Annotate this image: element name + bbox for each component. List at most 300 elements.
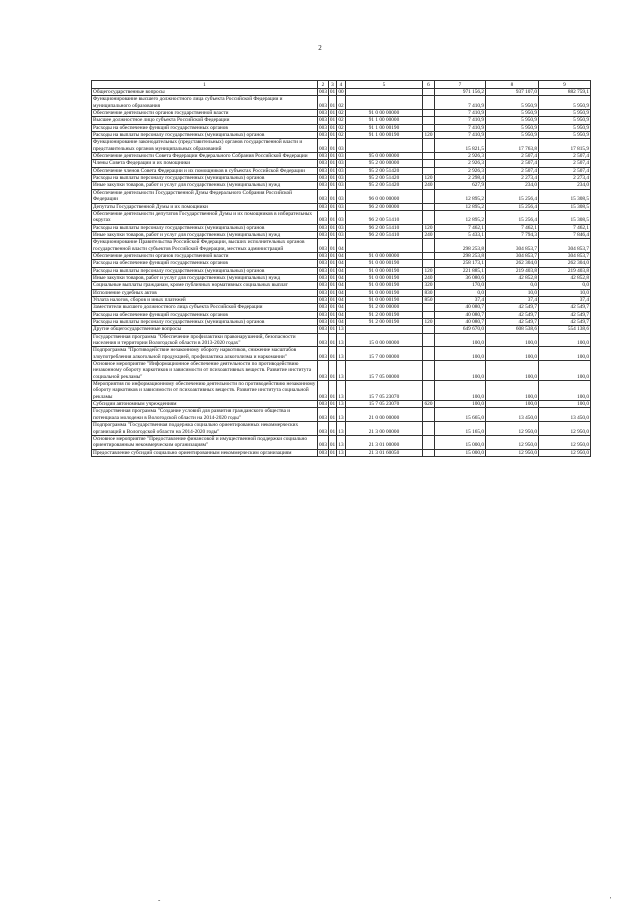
row-name-cell: Мероприятия по информационному обеспечению деятельности по противодействию незаконному обороту наркотиков и зависимости от психоактивных веществ. Развитие института социальной рекламы <box>92 381 318 401</box>
ministry-code-cell: 003 <box>319 449 327 456</box>
subsection-code-cell: 02 <box>338 117 344 124</box>
expense-type-cell <box>423 124 435 131</box>
expense-type-cell <box>423 304 435 311</box>
amount-year2-cell: 13 450,0 <box>486 408 539 422</box>
section-code-cell: 01 <box>329 124 336 131</box>
amount-year1-cell: 15 000,0 <box>435 449 486 456</box>
amount-year2-cell: 42 549,7 <box>486 304 539 311</box>
ministry-code-cell: 003 <box>318 381 329 401</box>
amount-year1-cell: 2 926,3 <box>435 167 486 174</box>
header-cell: 7 <box>435 81 486 89</box>
row-name-cell: Расходы на выплаты персоналу государственных (муниципальных) органов <box>92 267 318 274</box>
amount-year3-cell: 42 852,8 <box>539 274 591 281</box>
table-row <box>92 124 591 131</box>
section-code-cell: 01 <box>329 117 336 124</box>
ministry-code-cell: 003 <box>318 408 329 422</box>
row-name-cell: Обеспечение деятельности органов государственной власти <box>92 252 318 259</box>
amount-year1-cell: 40 080,7 <box>435 304 486 311</box>
amount-year3-cell: 262 304,0 <box>539 260 591 267</box>
table-row <box>92 203 591 210</box>
amount-year3-cell: 12 950,0 <box>539 449 591 456</box>
target-article-cell: 95 2 00 51420 <box>346 167 423 174</box>
amount-year3-cell: 100,0 <box>539 347 591 361</box>
amount-year3-cell: 12 950,0 <box>539 422 591 436</box>
amount-year1-cell: 5 433,1 <box>435 231 486 238</box>
ministry-code-cell: 003 <box>318 361 329 381</box>
ministry-code-cell: 003 <box>319 289 327 296</box>
target-article-cell: 95 2 00 51420 <box>346 175 423 182</box>
table-row <box>92 167 591 174</box>
target-article-cell: 96 2 00 51410 <box>346 224 423 231</box>
target-article-cell: 95 0 00 00000 <box>346 153 423 160</box>
expense-type-cell <box>423 408 435 422</box>
amount-year1-cell: 7 410,9 <box>435 117 486 124</box>
subsection-code-cell: 03 <box>338 224 344 231</box>
ministry-code-cell: 003 <box>318 333 329 347</box>
section-code-cell: 01 <box>329 110 336 117</box>
expense-type-cell <box>423 361 435 381</box>
amount-year3-cell: 5 950,9 <box>539 124 591 131</box>
amount-year2-cell: 0,0 <box>486 282 539 289</box>
target-article-cell <box>346 239 423 253</box>
ministry-code-cell: 003 <box>319 203 327 210</box>
section-code-cell: 01 <box>329 189 337 203</box>
amount-year1-cell: 221 885,1 <box>435 267 486 274</box>
expense-type-cell <box>423 117 435 124</box>
section-code-cell: 01 <box>329 326 336 333</box>
section-code-cell: 01 <box>329 224 336 231</box>
amount-year1-cell: 40 080,7 <box>435 311 486 318</box>
amount-year3-cell: 100,0 <box>539 381 591 401</box>
amount-year1-cell: 7 410,9 <box>435 124 486 131</box>
row-name-cell: Расходы на обеспечение функций государственных органов <box>92 260 318 267</box>
ministry-code-cell: 003 <box>319 182 327 189</box>
amount-year3-cell: 5 950,9 <box>539 117 591 124</box>
table-body <box>92 89 591 457</box>
ministry-code-cell: 003 <box>318 210 329 224</box>
section-code-cell: 01 <box>329 381 337 401</box>
expense-type-cell <box>423 347 435 361</box>
amount-year2-cell: 304 853,7 <box>486 239 539 253</box>
subsection-code-cell: 03 <box>337 139 346 153</box>
section-code-cell: 01 <box>329 252 336 259</box>
expense-type-cell: 120 <box>423 267 435 274</box>
section-code-cell: 01 <box>329 153 336 160</box>
ministry-code-cell: 003 <box>319 326 327 333</box>
target-article-cell: 95 2 00 00000 <box>346 160 423 167</box>
amount-year1-cell: 2 926,3 <box>435 160 486 167</box>
amount-year1-cell: 7 410,9 <box>435 110 486 117</box>
target-article-cell: 91 0 00 00190 <box>346 296 423 303</box>
amount-year2-cell: 7 462,1 <box>486 224 539 231</box>
amount-year2-cell: 262 304,0 <box>486 260 539 267</box>
target-article-cell: 91 2 00 00190 <box>346 311 423 318</box>
section-code-cell: 01 <box>329 296 336 303</box>
target-article-cell: 91 2 00 00000 <box>346 304 423 311</box>
amount-year1-cell: 2 926,3 <box>435 153 486 160</box>
expense-type-cell <box>423 435 435 449</box>
table-row <box>92 175 591 182</box>
amount-year3-cell: 15 308,5 <box>539 203 591 210</box>
amount-year1-cell: 15 821,5 <box>435 139 486 153</box>
ministry-code-cell: 003 <box>319 304 327 311</box>
target-article-cell: 21 3 01 60050 <box>346 449 423 456</box>
subsection-code-cell: 04 <box>338 274 344 281</box>
row-name-cell: Обеспечение деятельности Государственной Думы Федерального Собрания Российской Федерации <box>92 189 318 203</box>
table-row <box>92 210 591 224</box>
amount-year2-cell: 37,4 <box>486 296 539 303</box>
amount-year3-cell: 882 759,1 <box>539 89 591 96</box>
row-name-cell: Обеспечение деятельности органов государственной власти <box>92 110 318 117</box>
row-name-cell: Другие общегосударственные вопросы <box>92 326 318 333</box>
table-row <box>92 408 591 422</box>
header-cell: 8 <box>486 81 539 89</box>
ministry-code-cell: 003 <box>318 435 329 449</box>
section-code-cell: 01 <box>329 347 337 361</box>
amount-year3-cell: 5 950,9 <box>539 110 591 117</box>
section-code-cell: 01 <box>329 319 336 325</box>
header-cell: 9 <box>539 81 591 89</box>
target-article-cell: 91 0 00 00190 <box>346 260 423 267</box>
amount-year1-cell: 170,0 <box>435 282 486 289</box>
header-cell: 1 <box>92 81 318 89</box>
expense-type-cell <box>423 89 435 96</box>
ministry-code-cell: 003 <box>319 110 327 117</box>
subsection-code-cell: 13 <box>338 401 344 408</box>
table-row <box>92 319 591 326</box>
ministry-code-cell: 003 <box>319 224 327 231</box>
amount-year3-cell: 37,4 <box>539 296 591 303</box>
subsection-code-cell: 03 <box>338 160 344 167</box>
amount-year3-cell: 100,0 <box>539 401 591 408</box>
table-row <box>92 326 591 333</box>
amount-year2-cell: 2 507,4 <box>486 160 539 167</box>
row-name-cell: Иные закупки товаров, работ и услуг для государственных (муниципальных) нужд <box>92 182 318 189</box>
table-row <box>92 239 591 253</box>
amount-year1-cell: 0,0 <box>435 289 486 296</box>
header-cell: 6 <box>423 81 435 89</box>
expense-type-cell: 240 <box>423 231 435 238</box>
subsection-code-cell: 04 <box>337 239 346 253</box>
ministry-code-cell: 003 <box>319 260 327 267</box>
amount-year1-cell: 649 670,0 <box>435 326 486 333</box>
subsection-code-cell: 13 <box>338 449 344 456</box>
amount-year1-cell: 627,9 <box>435 182 486 189</box>
section-code-cell: 01 <box>329 282 336 289</box>
row-name-cell: Государственная программа "Создание условий для развития гражданского общества и потенциала молодежи в Вологодской области на 2014-2020 годы" <box>92 408 318 422</box>
ministry-code-cell: 003 <box>318 189 329 203</box>
table-row <box>92 224 591 231</box>
ministry-code-cell: 003 <box>319 319 327 325</box>
section-code-cell: 01 <box>329 333 337 347</box>
section-code-cell: 01 <box>329 210 337 224</box>
ministry-code-cell: 003 <box>318 139 329 153</box>
table-row <box>92 231 591 238</box>
amount-year2-cell: 5 950,9 <box>486 117 539 124</box>
ministry-code-cell: 003 <box>319 282 327 289</box>
ministry-code-cell: 003 <box>319 175 327 182</box>
table-row <box>92 449 591 456</box>
amount-year2-cell: 937 107,0 <box>486 89 539 96</box>
target-article-cell: 91 1 00 00190 <box>346 132 423 139</box>
expense-type-cell: 120 <box>423 175 435 182</box>
row-name-cell: Расходы на выплаты персоналу государственных (муниципальных) органов <box>92 224 318 231</box>
amount-year2-cell: 12 950,0 <box>486 422 539 436</box>
section-code-cell: 01 <box>329 239 337 253</box>
amount-year3-cell: 7 846,4 <box>539 231 591 238</box>
subsection-code-cell: 04 <box>338 252 344 259</box>
target-article-cell: 21 3 00 00000 <box>346 422 423 436</box>
ministry-code-cell: 003 <box>319 311 327 318</box>
subsection-code-cell: 03 <box>338 231 344 238</box>
expense-type-cell: 240 <box>423 182 435 189</box>
expense-type-cell <box>423 326 435 333</box>
ministry-code-cell: 003 <box>319 160 327 167</box>
subsection-code-cell: 13 <box>337 333 346 347</box>
table-row <box>92 89 591 96</box>
amount-year1-cell: 7 410,9 <box>435 132 486 139</box>
amount-year1-cell: 298 253,8 <box>435 252 486 259</box>
expense-type-cell <box>423 449 435 456</box>
amount-year2-cell: 5 950,9 <box>486 96 539 110</box>
table-row <box>92 282 591 289</box>
section-code-cell: 01 <box>329 304 336 311</box>
target-article-cell: 91 0 00 00190 <box>346 282 423 289</box>
amount-year1-cell: 298 253,8 <box>435 239 486 253</box>
expense-type-cell <box>423 210 435 224</box>
target-article-cell: 96 2 00 00000 <box>346 203 423 210</box>
amount-year3-cell: 42 549,7 <box>539 319 591 326</box>
amount-year2-cell: 42 852,8 <box>486 274 539 281</box>
amount-year3-cell: 42 549,7 <box>539 304 591 311</box>
target-article-cell: 91 0 00 00190 <box>346 289 423 296</box>
target-article-cell <box>346 326 423 333</box>
table-row <box>92 132 591 139</box>
target-article-cell <box>346 139 423 153</box>
header-cell: 2 <box>318 81 329 89</box>
row-name-cell: Общегосударственные вопросы <box>92 89 318 96</box>
target-article-cell: 96 2 00 51410 <box>346 210 423 224</box>
amount-year3-cell: 100,0 <box>539 333 591 347</box>
section-code-cell: 01 <box>329 267 336 274</box>
table-row <box>92 117 591 124</box>
subsection-code-cell: 03 <box>337 210 346 224</box>
subsection-code-cell: 04 <box>338 260 344 267</box>
section-code-cell: 01 <box>329 274 336 281</box>
amount-year3-cell: 15 308,5 <box>539 210 591 224</box>
row-name-cell: Основное мероприятие "Информационное обеспечение деятельности по противодействию незаконному обороту наркотиков и зависимости от психоактивных веществ. Развитие института социальной рекламы" <box>92 361 318 381</box>
expense-type-cell <box>423 239 435 253</box>
amount-year2-cell: 5 950,9 <box>486 110 539 117</box>
row-name-cell: Обеспечение деятельности Совета Федерации Федерального Собрания Российской Федерации <box>92 153 318 160</box>
amount-year2-cell: 7 794,3 <box>486 231 539 238</box>
amount-year1-cell: 15 665,0 <box>435 408 486 422</box>
ministry-code-cell: 003 <box>319 231 327 238</box>
expense-type-cell <box>423 422 435 436</box>
amount-year1-cell: 100,0 <box>435 361 486 381</box>
section-code-cell: 01 <box>329 361 337 381</box>
amount-year1-cell: 15 000,0 <box>435 435 486 449</box>
row-name-cell: Обеспечение членов Совета Федерации и их помощников в субъектах Российской Федерации <box>92 167 318 174</box>
target-article-cell: 15 7 05 00000 <box>346 361 423 381</box>
budget-table <box>91 80 591 457</box>
section-code-cell: 01 <box>329 160 336 167</box>
target-article-cell: 91 0 00 00000 <box>346 252 423 259</box>
table-row <box>92 422 591 436</box>
amount-year2-cell: 5 950,9 <box>486 124 539 131</box>
amount-year3-cell: 2 507,4 <box>539 167 591 174</box>
subsection-code-cell: 03 <box>338 175 344 182</box>
table-row <box>92 96 591 110</box>
row-name-cell: Функционирование высшего должностного лица субъекта Российской Федерации и муниципального образования <box>92 96 318 110</box>
subsection-code-cell: 04 <box>338 267 344 274</box>
amount-year2-cell: 5 950,9 <box>486 132 539 139</box>
expense-type-cell <box>423 311 435 318</box>
row-name-cell: Расходы на выплаты персоналу государственных (муниципальных) органов <box>92 319 318 326</box>
table-row <box>92 361 591 381</box>
page-number: 2 <box>318 44 322 52</box>
subsection-code-cell: 04 <box>338 282 344 289</box>
row-name-cell: Расходы на обеспечение функций государственных органов <box>92 124 318 131</box>
row-name-cell: Подпрограмма "Противодействие незаконному обороту наркотиков, снижение масштабов злоупотребления алкогольной продукцией, профилактика алкоголизма и наркомании" <box>92 347 318 361</box>
table-row <box>92 153 591 160</box>
section-code-cell: 01 <box>329 422 337 436</box>
table-row <box>92 160 591 167</box>
ministry-code-cell: 003 <box>319 296 327 303</box>
ministry-code-cell: 003 <box>319 252 327 259</box>
target-article-cell: 91 2 00 00190 <box>346 319 423 326</box>
amount-year2-cell: 15 256,4 <box>486 189 539 203</box>
amount-year3-cell: 12 950,0 <box>539 435 591 449</box>
expense-type-cell: 320 <box>423 282 435 289</box>
ministry-code-cell: 003 <box>319 267 327 274</box>
amount-year2-cell: 100,0 <box>486 401 539 408</box>
expense-type-cell <box>423 160 435 167</box>
section-code-cell: 01 <box>329 167 336 174</box>
expense-type-cell: 120 <box>423 132 435 139</box>
subsection-code-cell: 13 <box>337 381 346 401</box>
ministry-code-cell: 003 <box>319 167 327 174</box>
section-code-cell: 01 <box>329 408 337 422</box>
amount-year1-cell: 258 173,1 <box>435 260 486 267</box>
section-code-cell: 01 <box>329 132 336 139</box>
amount-year3-cell: 10,0 <box>539 289 591 296</box>
target-article-cell: 21 0 00 00000 <box>346 408 423 422</box>
table-row <box>92 267 591 274</box>
subsection-code-cell: 02 <box>337 96 346 110</box>
section-code-cell: 01 <box>329 260 336 267</box>
subsection-code-cell: 13 <box>337 422 346 436</box>
row-name-cell: Обеспечение деятельности депутатов Государственной Думы и их помощников в избирательных округах <box>92 210 318 224</box>
amount-year1-cell: 12 895,2 <box>435 203 486 210</box>
target-article-cell: 96 0 00 00000 <box>346 189 423 203</box>
subsection-code-cell: 02 <box>338 124 344 131</box>
table-row <box>92 182 591 189</box>
expense-type-cell <box>423 189 435 203</box>
subsection-code-cell: 04 <box>338 289 344 296</box>
amount-year2-cell: 100,0 <box>486 361 539 381</box>
row-name-cell: Расходы на выплаты персоналу государственных (муниципальных) органов <box>92 175 318 182</box>
subsection-code-cell: 13 <box>338 326 344 333</box>
amount-year1-cell: 15 165,0 <box>435 422 486 436</box>
amount-year1-cell: 40 080,7 <box>435 319 486 326</box>
row-name-cell: Заместители высшего должностного лица субъекта Российской Федерации <box>92 304 318 311</box>
subsection-code-cell: 13 <box>337 435 346 449</box>
subsection-code-cell: 04 <box>338 311 344 318</box>
expense-type-cell <box>423 381 435 401</box>
ministry-code-cell: 003 <box>318 347 329 361</box>
table-row <box>92 381 591 401</box>
target-article-cell: 95 2 00 51420 <box>346 182 423 189</box>
section-code-cell: 01 <box>329 311 336 318</box>
ministry-code-cell: 003 <box>319 89 327 95</box>
header-cell: 3 <box>329 81 337 89</box>
amount-year3-cell: 2 507,4 <box>539 153 591 160</box>
amount-year1-cell: 100,0 <box>435 333 486 347</box>
table-row <box>92 260 591 267</box>
section-code-cell: 01 <box>329 435 337 449</box>
ministry-code-cell: 003 <box>319 117 327 124</box>
expense-type-cell: 120 <box>423 224 435 231</box>
subsection-code-cell: 04 <box>338 319 344 325</box>
amount-year2-cell: 2 273,4 <box>486 175 539 182</box>
amount-year3-cell: 100,0 <box>539 361 591 381</box>
ministry-code-cell: 003 <box>318 239 329 253</box>
amount-year1-cell: 37,4 <box>435 296 486 303</box>
target-article-cell: 15 7 05 23070 <box>346 381 423 401</box>
amount-year2-cell: 2 507,4 <box>486 167 539 174</box>
amount-year1-cell: 12 895,2 <box>435 189 486 203</box>
expense-type-cell <box>423 96 435 110</box>
expense-type-cell <box>423 203 435 210</box>
expense-type-cell <box>423 110 435 117</box>
amount-year2-cell: 100,0 <box>486 381 539 401</box>
expense-type-cell: 240 <box>423 274 435 281</box>
amount-year2-cell: 2 507,4 <box>486 153 539 160</box>
amount-year2-cell: 42 549,7 <box>486 319 539 326</box>
table-row <box>92 189 591 203</box>
expense-type-cell <box>423 333 435 347</box>
subsection-code-cell: 03 <box>338 182 344 189</box>
row-name-cell: Субсидии автономным учреждениям <box>92 401 318 408</box>
row-name-cell: Депутаты Государственной Думы и их помощники <box>92 203 318 210</box>
table-row <box>92 435 591 449</box>
amount-year1-cell: 7 462,1 <box>435 224 486 231</box>
section-code-cell: 01 <box>329 231 336 238</box>
expense-type-cell: 830 <box>423 289 435 296</box>
amount-year3-cell: 554 138,6 <box>539 326 591 333</box>
subsection-code-cell: 03 <box>338 167 344 174</box>
row-name-cell: Исполнение судебных актов <box>92 289 318 296</box>
target-article-cell: 96 2 00 51410 <box>346 231 423 238</box>
target-article-cell: 21 3 01 00000 <box>346 435 423 449</box>
row-name-cell: Расходы на выплаты персоналу государственных (муниципальных) органов <box>92 132 318 139</box>
scan-mark: ' <box>610 896 612 904</box>
table-header-row <box>92 81 591 89</box>
table-row <box>92 139 591 153</box>
subsection-code-cell: 00 <box>338 89 344 95</box>
subsection-code-cell: 13 <box>337 347 346 361</box>
row-name-cell: Высшее должностное лицо субъекта Российской Федерации <box>92 117 318 124</box>
amount-year3-cell: 2 273,4 <box>539 175 591 182</box>
table-row <box>92 289 591 296</box>
expense-type-cell <box>423 167 435 174</box>
table-row <box>92 252 591 259</box>
row-name-cell: Уплата налогов, сборов и иных платежей <box>92 296 318 303</box>
row-name-cell: Государственная программа "Обеспечение профилактики правонарушений, безопасности населения и территории Вологодской области в 2013-2020 годах" <box>92 333 318 347</box>
header-cell: 5 <box>346 81 423 89</box>
row-name-cell: Расходы на обеспечение функций государственных органов <box>92 311 318 318</box>
